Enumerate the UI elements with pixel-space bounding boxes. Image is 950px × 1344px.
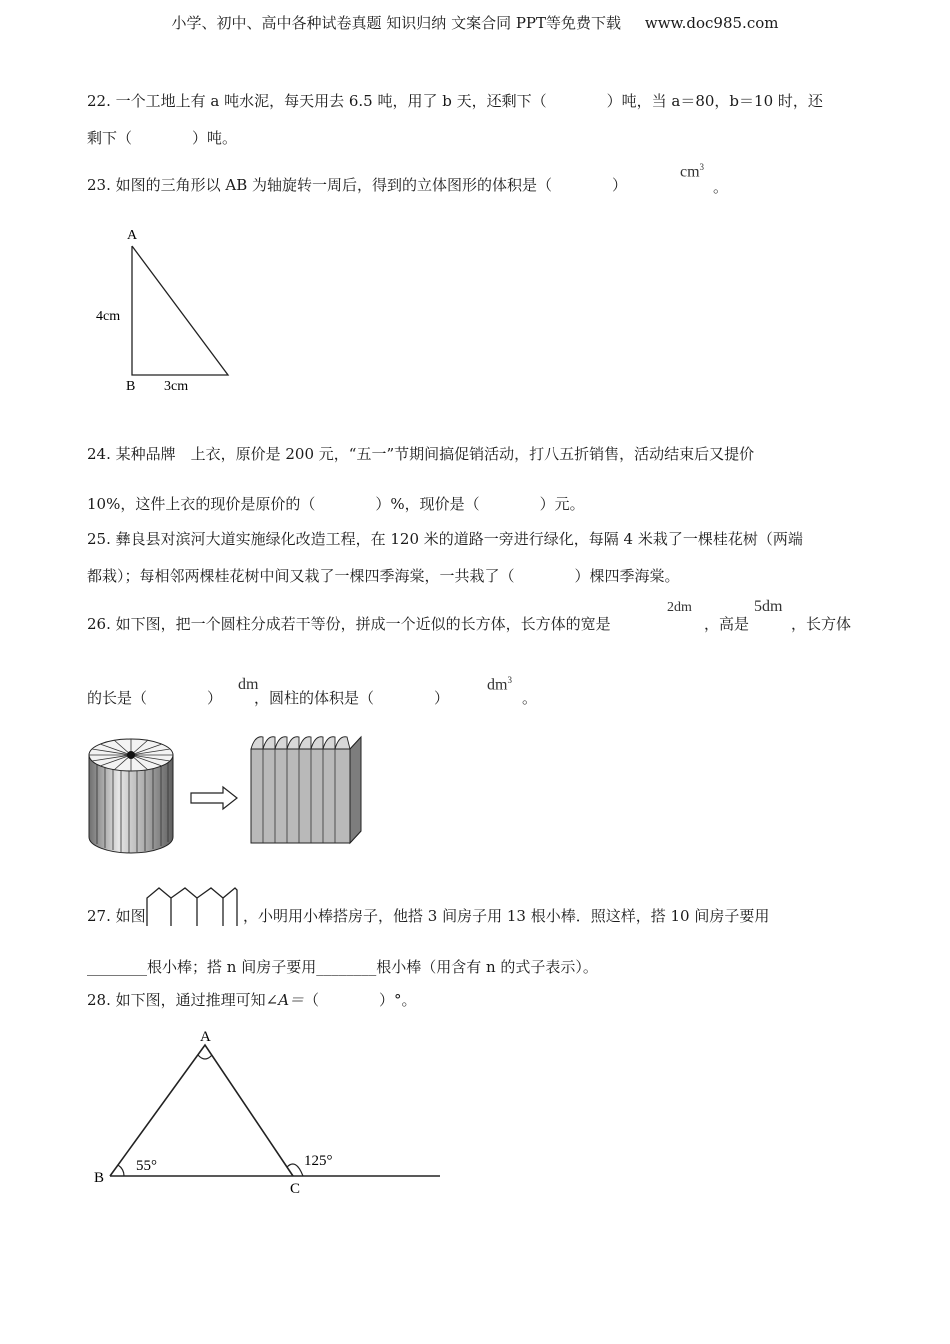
q24-line1: 24. 某种品牌 上衣，原价是 200 元，“五一”节期间搞促销活动，打八五折销售，活动结束后又提价: [87, 445, 755, 463]
triangle-shape: [132, 246, 228, 375]
q23-triangle-figure: [90, 222, 250, 397]
q26-line1b: ，高是: [704, 615, 750, 633]
q23-unit-sup: 3: [699, 162, 705, 172]
label-a: A: [127, 228, 138, 243]
q26-unit-dm: dm: [238, 676, 259, 693]
q25-line1: 25. 彝良县对滨河大道实施绿化改造工程，在 120 米的道路一旁进行绿化，每隔 4 米栽了一棵桂花树（两端: [87, 530, 803, 548]
label-b: B: [94, 1170, 105, 1186]
page-header: [0, 12, 950, 33]
q28-text-a: 28. 如下图，通过推理可知: [87, 991, 266, 1009]
q26-unit-dm3: [487, 675, 512, 694]
q23-unit: [680, 162, 704, 181]
cuboid: [251, 737, 361, 843]
q28-text-b: （ ）°。: [304, 991, 417, 1009]
header-url: www.doc985.com: [644, 14, 779, 32]
q26-unit-dm3-text: dm: [487, 676, 508, 694]
angle-b-arc: [118, 1165, 124, 1176]
label-c: C: [290, 1181, 301, 1197]
q26-width-unit: 2dm: [667, 600, 692, 615]
right-arrow-icon: [191, 787, 237, 809]
q26-line2a: 的长是（ ）: [87, 689, 223, 707]
q23-unit-text: cm: [680, 163, 700, 181]
triangle-abc: [110, 1045, 293, 1176]
q26-line1c: ，长方体: [791, 615, 852, 633]
label-side-bc: 3cm: [164, 379, 189, 394]
q28-angle-expr: ∠A＝: [265, 991, 305, 1009]
q26-cylinder-figure: [85, 725, 370, 860]
q28-triangle-figure: [88, 1025, 448, 1200]
q26-line2b: ，圆柱的体积是（ ）: [254, 689, 450, 707]
q28-text: [87, 990, 417, 1010]
q23-question: 23. 如图的三角形以 AB 为轴旋转一周后，得到的立体图形的体积是（ ）: [87, 176, 628, 194]
label-a: A: [200, 1029, 211, 1045]
q24-line2: 10%，这件上衣的现价是原价的（ ）%，现价是（ ）元。: [87, 495, 585, 513]
label-side-ab: 4cm: [96, 309, 121, 324]
houses-figure: [145, 886, 240, 928]
q27-line1a: 27. 如图: [87, 907, 146, 925]
q25-line2: 都栽）；每相邻两棵桂花树中间又栽了一棵四季海棠，一共栽了（ ）棵四季海棠。: [87, 567, 680, 585]
q26-line2c: 。: [522, 689, 538, 707]
cylinder: [89, 739, 173, 853]
q27-line1b: ，小明用小棒搭房子，他搭 3 间房子用 13 根小棒．照这样，搭 10 间房子要用: [243, 907, 770, 925]
q26-line1a: 26. 如下图，把一个圆柱分成若干等份，拼成一个近似的长方体，长方体的宽是: [87, 615, 611, 633]
label-b: B: [126, 379, 136, 394]
q26-height-unit: 5dm: [754, 598, 783, 615]
q23-text: [87, 175, 627, 195]
angle-c-value: 125°: [304, 1153, 333, 1169]
header-text: 小学、初中、高中各种试卷真题 知识归纳 文案合同 PPT等免费下载: [171, 14, 622, 32]
q27-line2: ________根小棒；搭 n 间房子要用________根小棒（用含有 n 的式子表示）。: [87, 958, 598, 976]
q22-line2: 剩下（ ）吨。: [87, 129, 238, 147]
q23-end: 。: [713, 178, 729, 196]
angle-a-arc: [198, 1055, 212, 1059]
q26-unit-dm3-sup: 3: [507, 675, 512, 685]
q22-line1: 22. 一个工地上有 a 吨水泥，每天用去 6.5 吨，用了 b 天，还剩下（ ）吨，当 a＝80，b＝10 时，还: [87, 92, 823, 110]
angle-b-value: 55°: [136, 1158, 157, 1174]
